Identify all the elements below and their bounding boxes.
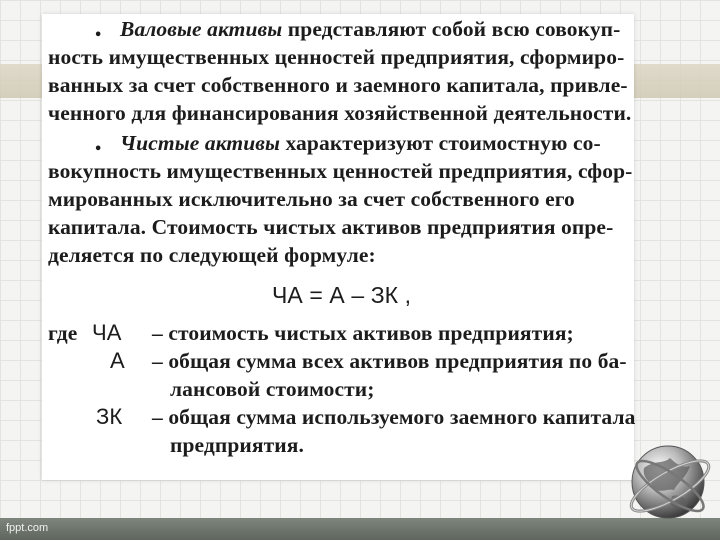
paragraph2-line2: вокупность имущественных ценностей предприятия, сфор- (48, 159, 633, 183)
globe-icon (624, 438, 716, 530)
paragraph1-line4: ченного для финансирования хозяйственной деятельности. (48, 101, 632, 125)
bullet-1: • (94, 28, 103, 43)
definition-text-ca: – стоимость чистых активов предприятия; (152, 321, 574, 345)
definition-text-a: – общая сумма всех активов предприятия по ба- (152, 349, 627, 373)
paragraph1-line3: ванных за счет собственного и заемного капитала, привле- (48, 73, 628, 97)
slide-bottom-band (0, 518, 720, 540)
definition-label-zk: ЗК (96, 404, 123, 429)
term-net-assets: Чистые активы (120, 131, 281, 155)
definition-text-zk-cont: предприятия. (170, 433, 305, 457)
definition-label-a: А (110, 348, 125, 373)
definitions-prefix: где (48, 321, 78, 345)
document-text (42, 14, 634, 480)
scanned-document (42, 14, 634, 480)
paragraph1-line1-rest: представляют собой всю совокуп- (282, 17, 621, 41)
paragraph2-line5: деляется по следующей формуле: (48, 243, 376, 267)
term-gross-assets: Валовые активы (120, 17, 283, 41)
paragraph2-line1-rest: характеризуют стоимостную со- (280, 131, 601, 155)
paragraph1-line2: ность имущественных ценностей предприятия, сформиро- (48, 45, 625, 69)
paragraph2-line4: капитала. Стоимость чистых активов предприятия опре- (48, 215, 614, 239)
bullet-2: • (94, 142, 103, 157)
definition-text-zk: – общая сумма используемого заемного капитала (152, 405, 636, 429)
paragraph2-line3: мированных исключительно за счет собственного его (48, 187, 575, 211)
paragraph2-line1 (120, 130, 601, 157)
net-assets-formula: ЧА = А – ЗК , (272, 282, 412, 308)
paragraph1-line1 (120, 16, 620, 43)
definition-text-a-cont: лансовой стоимости; (170, 377, 375, 401)
footer-brand: fppt.com (6, 522, 49, 534)
definition-label-ca: ЧА (92, 320, 122, 345)
